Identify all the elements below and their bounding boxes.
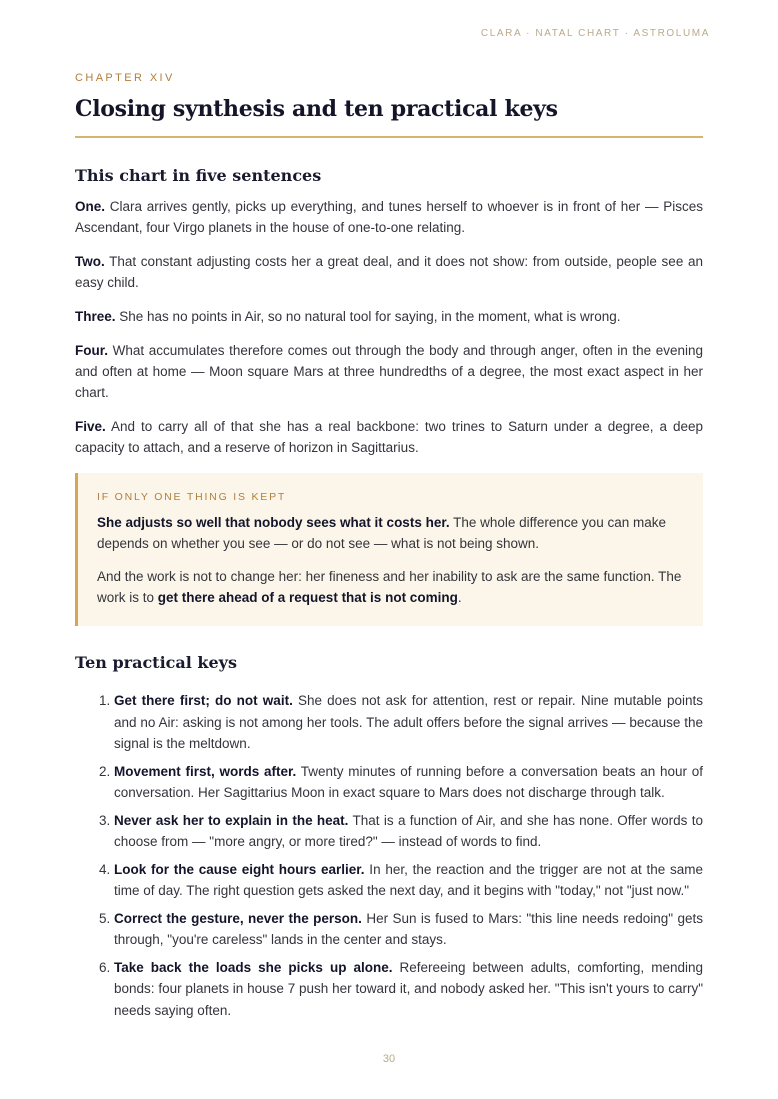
- practical-keys-list: [75, 690, 703, 1027]
- running-head: CLARA · NATAL CHART · ASTROLUMA: [480, 28, 710, 39]
- chapter-title: Closing synthesis and ten practical keys: [75, 96, 558, 122]
- sentence-text: And to carry all of that she has a real backbone: two trines to Saturn under a degree, a deep capacity to attach, and a reserve of horizon in Sagittarius.: [75, 419, 703, 455]
- list-item: [75, 690, 703, 755]
- key-lead: Get there first; do not wait.: [114, 693, 293, 708]
- callout-text-end: .: [457, 590, 462, 605]
- key-lead: Correct the gesture, never the person.: [114, 910, 362, 926]
- callout-bold: She adjusts so well that nobody sees what it costs her.: [97, 515, 450, 530]
- list-number: 6.: [99, 959, 111, 975]
- callout-text: The whole difference you can make depends on whether you see — or do not see — what is not being shown.: [97, 515, 666, 551]
- sentence-two: [75, 251, 703, 293]
- sentence-three: [75, 306, 703, 327]
- key-lead: Never ask her to explain in the heat.: [114, 812, 349, 828]
- list-item: [75, 957, 703, 1022]
- sentence-lead: One.: [75, 199, 106, 214]
- key-text: In her, the reaction and the trigger are not at the same time of day. The right question gets asked the next day, and it begins with "today," not "just now.": [114, 861, 704, 898]
- list-item: [75, 908, 703, 951]
- sentence-lead: Four.: [75, 343, 108, 358]
- sentence-text: Clara arrives gently, picks up everything, and tunes herself to whoever is in front of her — Pisces Ascendant, four Virgo planets in the house of one-to-one relating.: [75, 199, 703, 235]
- title-divider: [75, 136, 703, 138]
- callout-paragraph-1: [97, 512, 687, 554]
- list-item: [75, 859, 703, 902]
- key-lead: Take back the loads she picks up alone.: [114, 959, 393, 975]
- list-number: 5.: [99, 910, 111, 926]
- sentence-five: [75, 416, 703, 458]
- chapter-label: CHAPTER XIV: [75, 72, 175, 84]
- list-number: 1.: [99, 693, 111, 708]
- sentence-lead: Five.: [75, 419, 106, 434]
- list-number: 4.: [99, 861, 111, 877]
- key-text: She does not ask for attention, rest or repair. Nine mutable points and no Air: asking is not among her tools. The adult offers before the signal arrives — because the signal is the meltdown.: [114, 693, 703, 751]
- sentence-one: [75, 196, 703, 238]
- key-text: Refereeing between adults, comforting, mending bonds: four planets in house 7 push her toward it, and nobody asked her. "This isn't yours to carry" needs saying often.: [114, 959, 703, 1018]
- page-number: 30: [382, 1053, 396, 1065]
- sentence-text: She has no points in Air, so no natural tool for saying, in the moment, what is wrong.: [115, 309, 621, 324]
- callout-bold: get there ahead of a request that is not coming: [157, 590, 458, 605]
- list-item: [75, 810, 703, 853]
- key-takeaway-callout: [75, 473, 703, 626]
- list-number: 3.: [99, 812, 111, 828]
- key-lead: Look for the cause eight hours earlier.: [114, 861, 365, 877]
- callout-label: IF ONLY ONE THING IS KEPT: [97, 491, 287, 503]
- callout-paragraph-2: [97, 566, 687, 608]
- section-heading-practical-keys: Ten practical keys: [75, 653, 237, 672]
- list-number: 2.: [99, 763, 111, 779]
- sentence-lead: Two.: [75, 254, 105, 269]
- sentence-lead: Three.: [75, 309, 116, 324]
- key-text: Her Sun is fused to Mars: "this line needs redoing" gets through, "you're careless" lands in the center and stays.: [114, 910, 703, 947]
- key-lead: Movement first, words after.: [114, 763, 297, 779]
- list-item: [75, 761, 703, 804]
- callout-text: And the work is not to change her: her fineness and her inability to ask are the same function. The work is to: [97, 569, 682, 605]
- sentence-text: That constant adjusting costs her a great deal, and it does not show: from outside, people see an easy child.: [75, 254, 703, 290]
- key-text: Twenty minutes of running before a conversation beats an hour of conversation. Her Sagittarius Moon in exact square to Mars does not discharge through talk.: [114, 763, 703, 800]
- sentence-four: [75, 340, 703, 403]
- section-heading-five-sentences: This chart in five sentences: [75, 166, 322, 185]
- key-text: That is a function of Air, and she has none. Offer words to choose from — "more angry, or more tired?" — instead of words to find.: [114, 812, 703, 849]
- sentence-text: What accumulates therefore comes out through the body and through anger, often in the evening and often at home — Moon square Mars at three hundredths of a degree, the most exact aspect in her chart.: [75, 343, 703, 400]
